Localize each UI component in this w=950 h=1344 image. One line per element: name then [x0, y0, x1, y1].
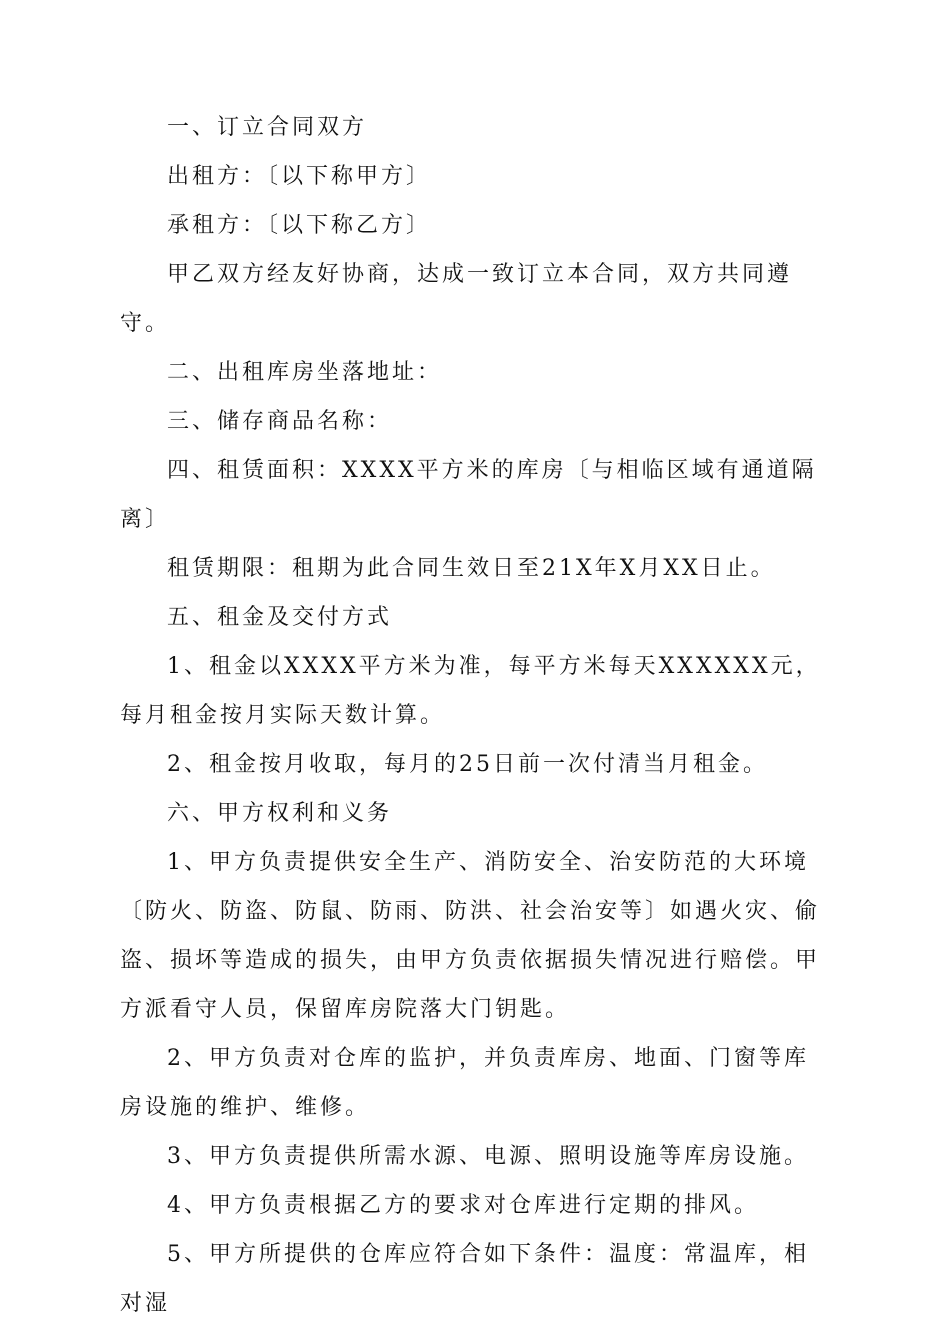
paragraph-heading-2: 二、出租库房坐落地址：	[167, 360, 443, 385]
paragraph-rent-2: 2、租金按月收取，每月的25日前一次付清当月租金。	[167, 752, 768, 777]
paragraph-duty-1: 1、甲方负责提供安全生产、消防安全、治安防范的大环境〔防火、防盗、防鼠、防雨、防洪、社会治安等〕如遇火灾、偷盗、损坏等造成的损失，由甲方负责依据损失情况进行赔偿。甲方派看守人员，保留库房院落大门钥匙。	[120, 850, 821, 1022]
paragraph-lease-term: 租赁期限：租期为此合同生效日至21X年X月XX日止。	[167, 556, 776, 581]
paragraph-duty-2: 2、甲方负责对仓库的监护，并负责库房、地面、门窗等库房设施的维护、维修。	[120, 1046, 809, 1120]
paragraph-duty-3: 3、甲方负责提供所需水源、电源、照明设施等库房设施。	[167, 1144, 809, 1169]
paragraph-heading-5: 五、租金及交付方式	[167, 605, 393, 630]
paragraph-heading-1: 一、订立合同双方	[167, 115, 368, 140]
paragraph-duty-4: 4、甲方负责根据乙方的要求对仓库进行定期的排风。	[167, 1193, 759, 1218]
paragraph-lessor: 出租方：〔以下称甲方〕	[167, 164, 432, 189]
paragraph-heading-3: 三、储存商品名称：	[167, 409, 393, 434]
paragraph-duty-5: 5、甲方所提供的仓库应符合如下条件：温度：常温库，相对湿	[120, 1242, 809, 1316]
paragraph-heading-4: 四、租赁面积：XXXX平方米的库房〔与相临区域有通道隔离〕	[120, 458, 817, 532]
paragraph-rent-1: 1、租金以XXXX平方米为准，每平方米每天XXXXXX元，每月租金按月实际天数计算。	[120, 654, 821, 728]
paragraph-agreement: 甲乙双方经友好协商，达成一致订立本合同，双方共同遵守。	[120, 262, 793, 336]
paragraph-heading-6: 六、甲方权利和义务	[167, 801, 393, 826]
document-body	[120, 103, 832, 1328]
paragraph-lessee: 承租方：〔以下称乙方〕	[167, 213, 432, 238]
